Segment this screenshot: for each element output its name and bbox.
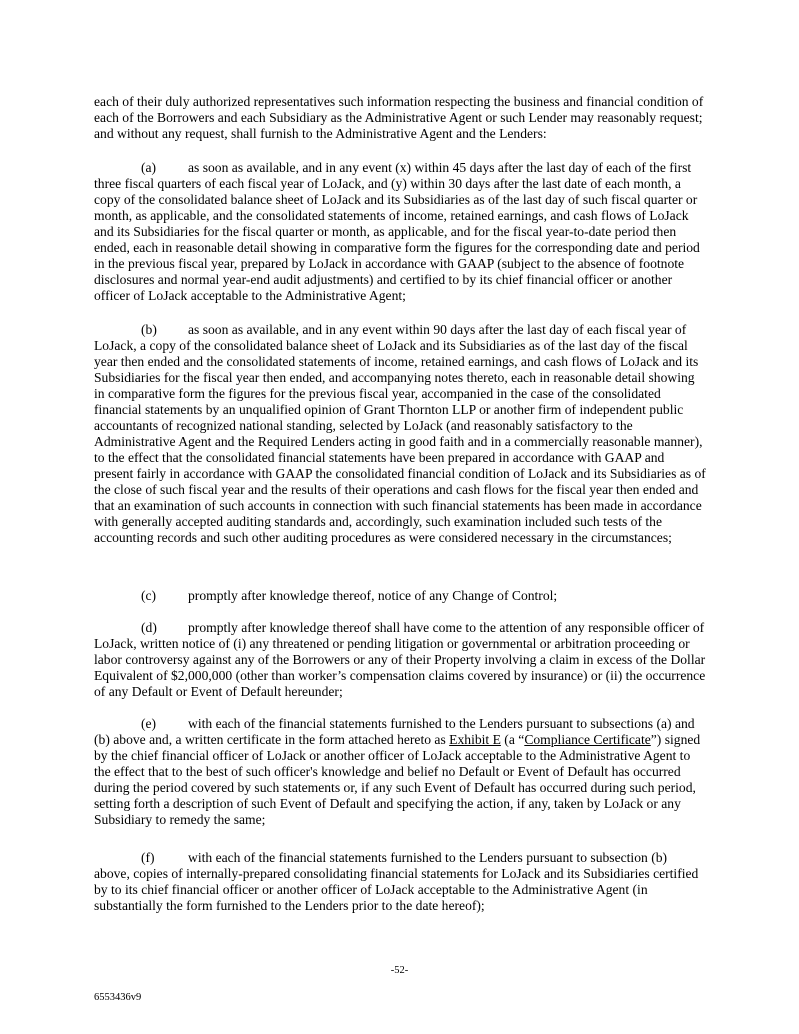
clause-e-text-1: with each of the financial statements furnished to the Lenders pursuant to subsections (a) and (b) above and, a written certificate in the form attached hereto as (94, 716, 695, 747)
clause-d-label: (d) (141, 620, 157, 635)
clause-c-label: (c) (141, 588, 157, 603)
clause-e-label: (e) (141, 716, 157, 731)
clause-a-text: as soon as available, and in any event (x) within 45 days after the last day of each of the first three fiscal quarters of each fiscal year of LoJack, and (y) within 30 days after the last date of each month, a copy of the consolidated balance sheet of LoJack and its Subsidiaries as of the last day of such fiscal quarter or month, as applicable, and the consolidated statements of income, retained earnings, and cash flows of LoJack and its Subsidiaries for the fiscal quarter or month, as applicable, and for the fiscal year-to-date period then ended, each in reasonable detail showing in comparative form the figures for the corresponding date and period in the previous fiscal year, prepared by LoJack in accordance with GAAP (subject to the absence of footnote disclosures and normal year-end audit adjustments) and certified to by its chief financial officer or another officer of LoJack acceptable to the Administrative Agent; (94, 160, 700, 303)
clause-f-text: with each of the financial statements furnished to the Lenders pursuant to subsection (b) above, copies of internally-prepared consolidating financial statements for LoJack and its Subsidiaries certified by to its chief financial officer or another officer of LoJack acceptable to the Administrative Agent (in substantially the form furnished to the Lenders prior to the date hereof); (94, 850, 699, 913)
page-number: -52- (390, 965, 409, 976)
document-id: 6553436v9 (94, 992, 142, 1003)
clause-d (94, 620, 706, 700)
compliance-certificate-term: Compliance Certificate (524, 732, 651, 747)
clause-a (94, 160, 706, 304)
clause-e (94, 716, 706, 828)
clause-d-text: promptly after knowledge thereof shall have come to the attention of any responsible officer of LoJack, written notice of (i) any threatened or pending litigation or governmental or arbitration proceeding or labor controversy against any of the Borrowers or any of their Property involving a claim in excess of the Dollar Equivalent of $2,000,000 (other than worker’s compensation claims covered by insurance) or (ii) the occurrence of any Default or Event of Default hereunder; (94, 620, 706, 699)
clause-a-label: (a) (141, 160, 157, 175)
clause-e-text-3: ”) signed by the chief financial officer of LoJack or another officer of LoJack acceptable to the Administrative Agent to the effect that to the best of such officer's knowledge and belief no Default or Event of Default has occurred during the period covered by such statements or, if any such Event of Default has occurred during such period, setting forth a description of such Event of Default and specifying the action, if any, taken by LoJack or any Subsidiary to remedy the same; (94, 732, 701, 827)
intro-paragraph: each of their duly authorized representatives such information respecting the business and financial condition of each of the Borrowers and each Subsidiary as the Administrative Agent or such Lender may reasonably request; and without any request, shall furnish to the Administrative Agent and the Lenders: (94, 94, 704, 141)
clause-c-text: promptly after knowledge thereof, notice of any Change of Control; (188, 588, 558, 603)
clause-b-label: (b) (141, 322, 157, 337)
clause-f (94, 850, 706, 914)
clause-c (94, 588, 706, 604)
clause-b (94, 322, 706, 546)
clause-f-label: (f) (141, 850, 155, 865)
clause-e-text-2: (a “ (500, 732, 525, 747)
exhibit-e-reference: Exhibit E (449, 732, 501, 747)
clause-b-text: as soon as available, and in any event within 90 days after the last day of each fiscal year of LoJack, a copy of the consolidated balance sheet of LoJack and its Subsidiaries as of the last day of the fiscal year then ended and the consolidated statements of income, retained earnings, and cash flows of LoJack and its Subsidiaries for the fiscal year then ended, and accompanying notes thereto, each in reasonable detail showing in comparative form the figures for the previous fiscal year, accompanied in the case of the consolidated financial statements by an unqualified opinion of Grant Thornton LLP or another firm of independent public accountants of recognized national standing, selected by LoJack (and reasonably satisfactory to the Administrative Agent and the Required Lenders acting in good faith and in a commercially reasonable manner), to the effect that the consolidated financial statements have been prepared in accordance with GAAP and present fairly in accordance with GAAP the consolidated financial condition of LoJack and its Subsidiaries as of the close of such fiscal year and the results of their operations and cash flows for the fiscal year then ended and that an examination of such accounts in connection with such financial statements has been made in accordance with generally accepted auditing standards and, accordingly, such examination included such tests of the accounting records and such other auditing procedures as were considered necessary in the circumstances; (94, 322, 706, 545)
